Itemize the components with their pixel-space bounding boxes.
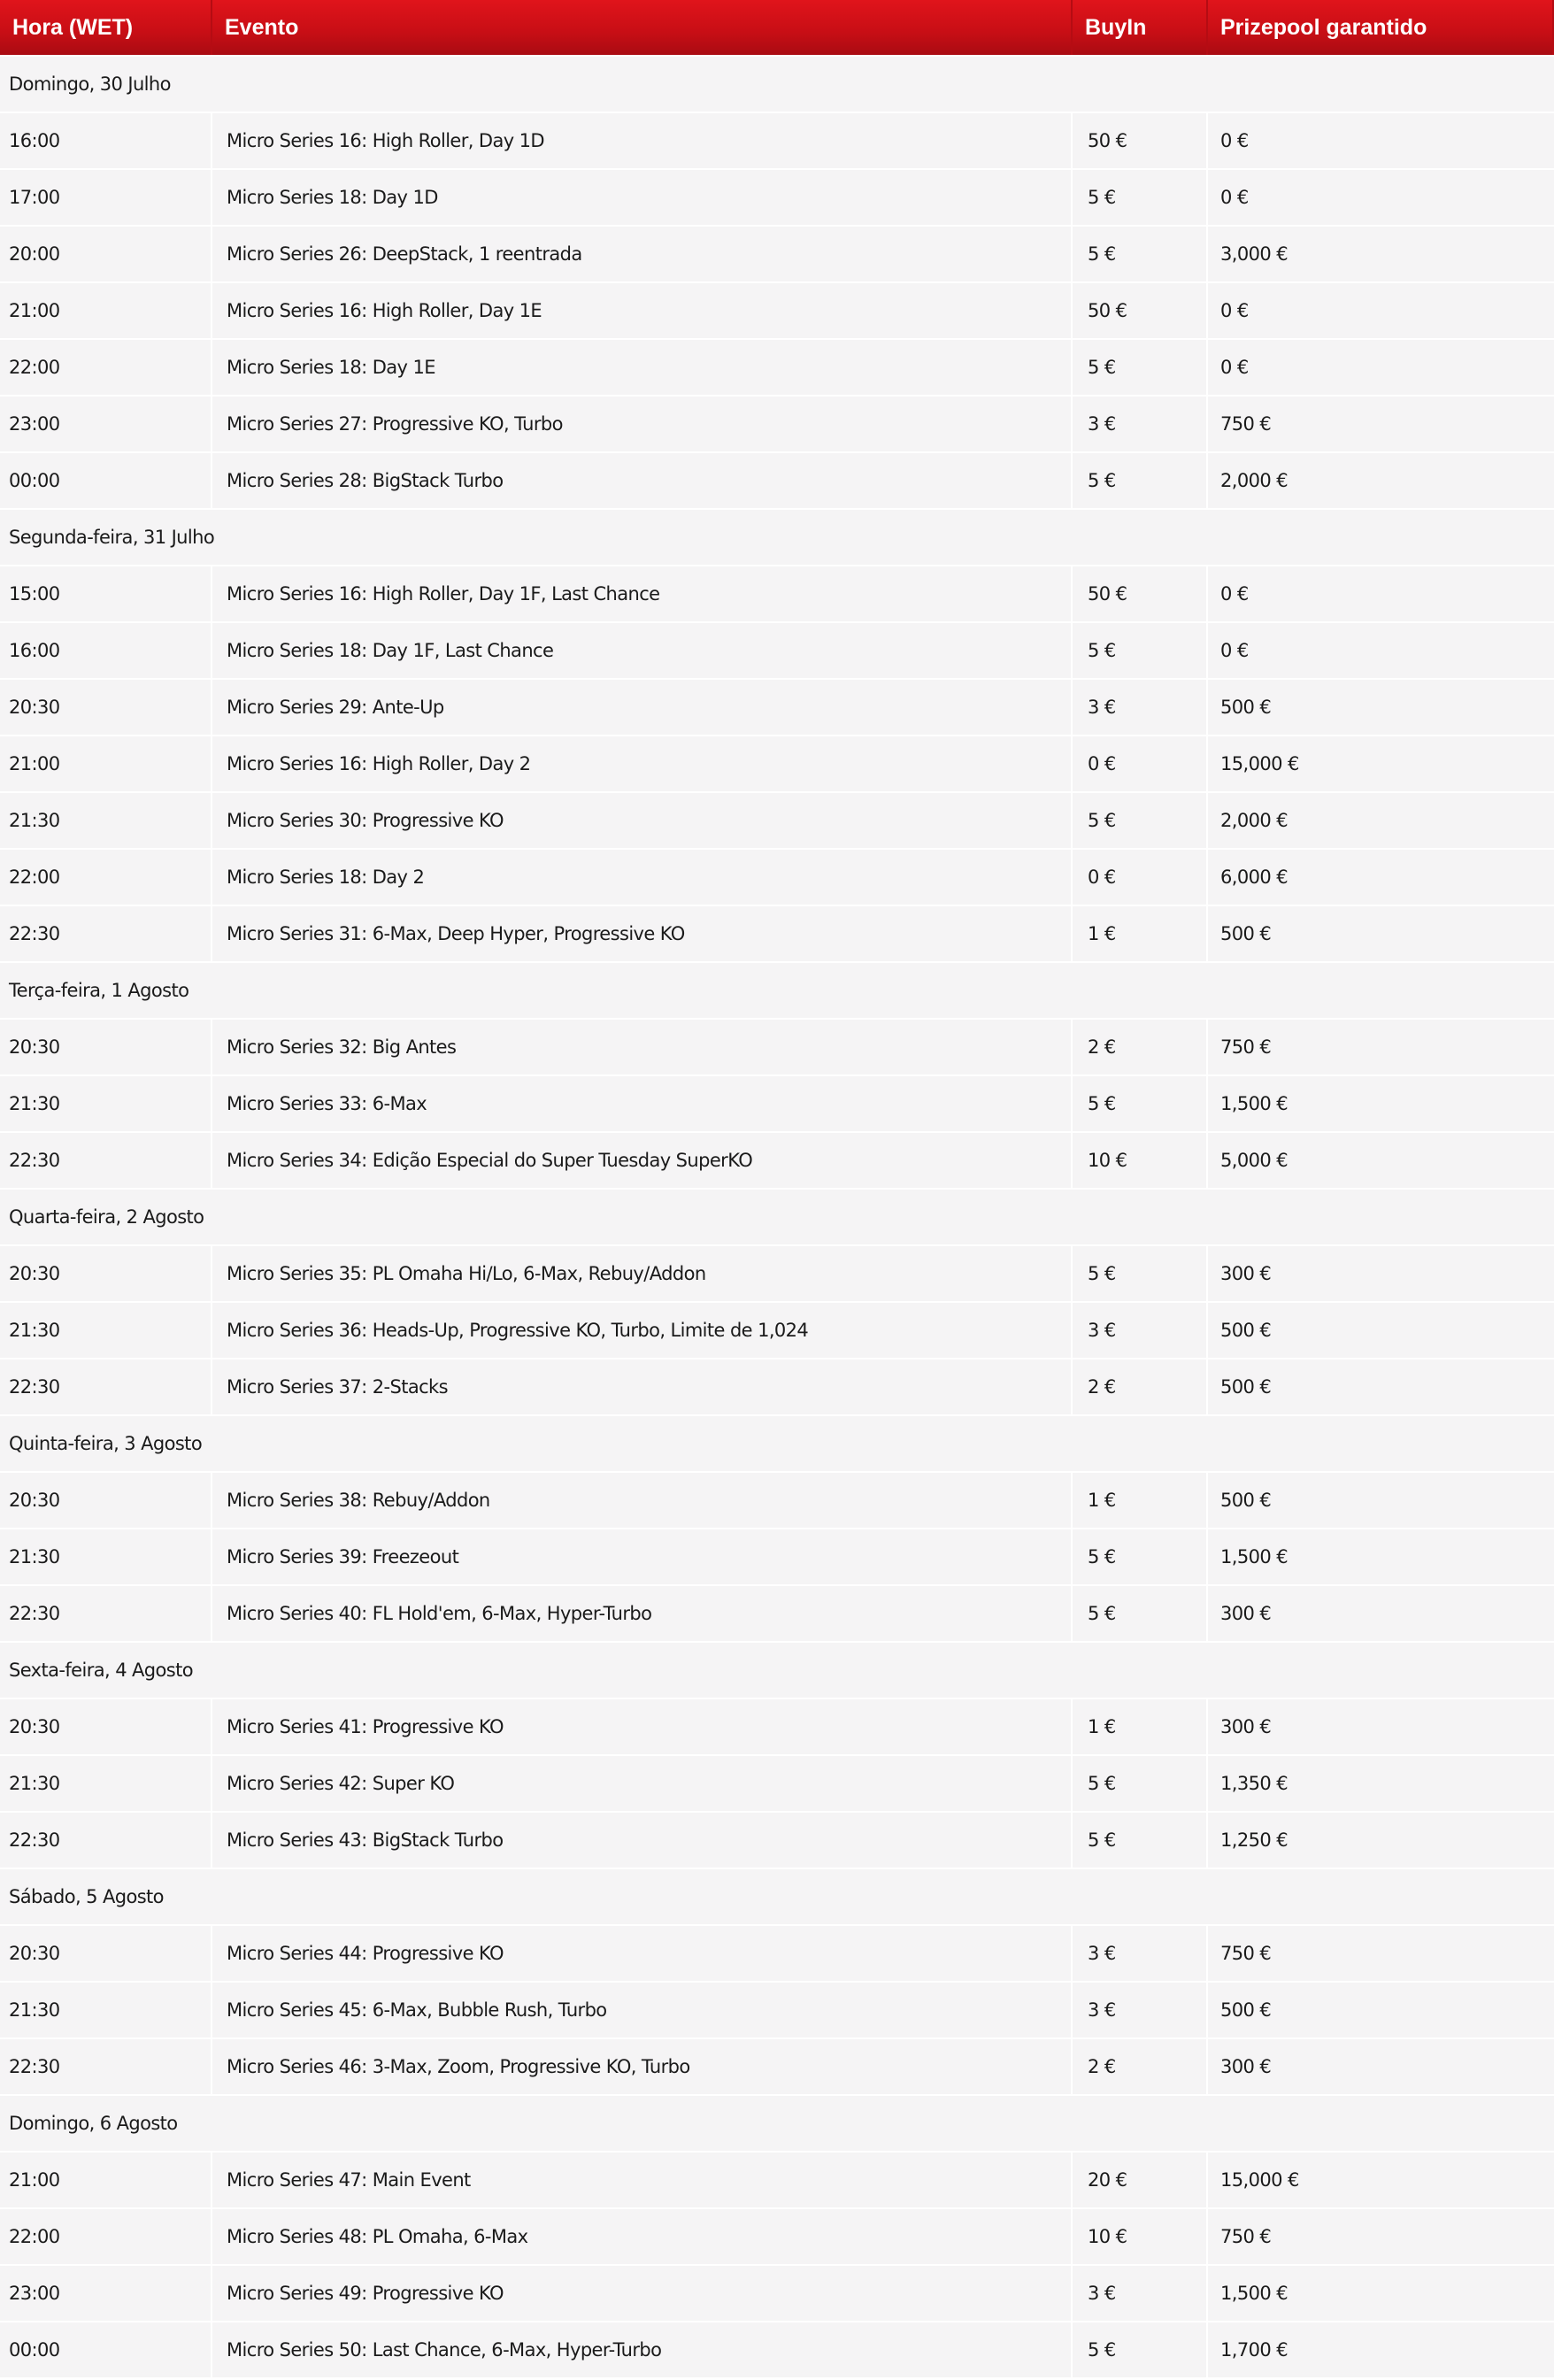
day-heading: Domingo, 30 Julho <box>0 55 1554 112</box>
event-prizepool-cell: 0 € <box>1208 621 1554 678</box>
event-buyin-cell: 1 € <box>1073 1698 1208 1754</box>
event-name-cell: Micro Series 31: 6-Max, Deep Hyper, Progressive KO <box>212 905 1073 961</box>
event-prizepool-cell: 15,000 € <box>1208 2151 1554 2207</box>
event-name-cell: Micro Series 34: Edição Especial do Super Tuesday SuperKO <box>212 1131 1073 1188</box>
event-prizepool-cell: 500 € <box>1208 1981 1554 2037</box>
event-buyin-cell: 5 € <box>1073 225 1208 281</box>
event-name-cell: Micro Series 47: Main Event <box>212 2151 1073 2207</box>
event-buyin-cell: 3 € <box>1073 1924 1208 1981</box>
event-buyin-cell: 3 € <box>1073 2264 1208 2321</box>
event-name-cell: Micro Series 28: BigStack Turbo <box>212 451 1073 508</box>
event-name-cell: Micro Series 18: Day 1D <box>212 168 1073 225</box>
event-buyin-cell: 5 € <box>1073 168 1208 225</box>
event-prizepool-cell: 15,000 € <box>1208 735 1554 791</box>
event-time-cell: 21:30 <box>0 1754 212 1811</box>
event-prizepool-cell: 1,250 € <box>1208 1811 1554 1868</box>
event-prizepool-cell: 750 € <box>1208 395 1554 451</box>
event-prizepool-cell: 500 € <box>1208 1471 1554 1528</box>
event-time-cell: 22:00 <box>0 338 212 395</box>
event-prizepool-cell: 300 € <box>1208 1244 1554 1301</box>
event-name-cell: Micro Series 26: DeepStack, 1 reentrada <box>212 225 1073 281</box>
event-prizepool-cell: 500 € <box>1208 905 1554 961</box>
event-buyin-cell: 3 € <box>1073 1301 1208 1358</box>
event-prizepool-cell: 0 € <box>1208 565 1554 621</box>
event-prizepool-cell: 2,000 € <box>1208 451 1554 508</box>
event-name-cell: Micro Series 46: 3-Max, Zoom, Progressive KO, Turbo <box>212 2037 1073 2094</box>
event-time-cell: 21:00 <box>0 281 212 338</box>
event-prizepool-cell: 3,000 € <box>1208 225 1554 281</box>
event-name-cell: Micro Series 39: Freezeout <box>212 1528 1073 1584</box>
event-buyin-cell: 50 € <box>1073 112 1208 168</box>
event-time-cell: 16:00 <box>0 112 212 168</box>
column-header-prizepool: Prizepool garantido <box>1208 0 1554 55</box>
event-prizepool-cell: 2,000 € <box>1208 791 1554 848</box>
event-buyin-cell: 5 € <box>1073 1811 1208 1868</box>
column-header-event: Evento <box>212 0 1073 55</box>
event-name-cell: Micro Series 40: FL Hold'em, 6-Max, Hyper-Turbo <box>212 1584 1073 1641</box>
event-prizepool-cell: 1,500 € <box>1208 1528 1554 1584</box>
event-time-cell: 22:00 <box>0 2207 212 2264</box>
event-name-cell: Micro Series 27: Progressive KO, Turbo <box>212 395 1073 451</box>
event-name-cell: Micro Series 37: 2-Stacks <box>212 1358 1073 1414</box>
event-prizepool-cell: 500 € <box>1208 678 1554 735</box>
event-buyin-cell: 5 € <box>1073 1244 1208 1301</box>
event-time-cell: 00:00 <box>0 2321 212 2377</box>
event-time-cell: 20:00 <box>0 225 212 281</box>
event-prizepool-cell: 1,500 € <box>1208 1074 1554 1131</box>
event-time-cell: 21:00 <box>0 735 212 791</box>
event-time-cell: 20:30 <box>0 1244 212 1301</box>
event-prizepool-cell: 300 € <box>1208 1698 1554 1754</box>
event-buyin-cell: 5 € <box>1073 1584 1208 1641</box>
event-time-cell: 22:30 <box>0 1358 212 1414</box>
event-name-cell: Micro Series 42: Super KO <box>212 1754 1073 1811</box>
event-time-cell: 23:00 <box>0 395 212 451</box>
event-buyin-cell: 2 € <box>1073 1018 1208 1074</box>
event-time-cell: 20:30 <box>0 1698 212 1754</box>
event-buyin-cell: 0 € <box>1073 848 1208 905</box>
event-time-cell: 22:30 <box>0 905 212 961</box>
event-time-cell: 21:00 <box>0 2151 212 2207</box>
event-buyin-cell: 20 € <box>1073 2151 1208 2207</box>
event-prizepool-cell: 750 € <box>1208 1018 1554 1074</box>
event-name-cell: Micro Series 18: Day 1F, Last Chance <box>212 621 1073 678</box>
event-time-cell: 23:00 <box>0 2264 212 2321</box>
event-prizepool-cell: 5,000 € <box>1208 1131 1554 1188</box>
day-heading: Quarta-feira, 2 Agosto <box>0 1188 1554 1244</box>
event-name-cell: Micro Series 45: 6-Max, Bubble Rush, Turbo <box>212 1981 1073 2037</box>
event-buyin-cell: 5 € <box>1073 2321 1208 2377</box>
event-prizepool-cell: 1,350 € <box>1208 1754 1554 1811</box>
event-buyin-cell: 5 € <box>1073 451 1208 508</box>
event-buyin-cell: 5 € <box>1073 1754 1208 1811</box>
event-prizepool-cell: 6,000 € <box>1208 848 1554 905</box>
event-buyin-cell: 2 € <box>1073 1358 1208 1414</box>
day-heading: Sexta-feira, 4 Agosto <box>0 1641 1554 1698</box>
event-name-cell: Micro Series 16: High Roller, Day 1F, Last Chance <box>212 565 1073 621</box>
event-name-cell: Micro Series 43: BigStack Turbo <box>212 1811 1073 1868</box>
column-header-buyin: BuyIn <box>1073 0 1208 55</box>
event-buyin-cell: 0 € <box>1073 735 1208 791</box>
event-time-cell: 22:00 <box>0 848 212 905</box>
event-name-cell: Micro Series 16: High Roller, Day 1E <box>212 281 1073 338</box>
event-prizepool-cell: 750 € <box>1208 1924 1554 1981</box>
event-time-cell: 21:30 <box>0 1074 212 1131</box>
event-buyin-cell: 3 € <box>1073 678 1208 735</box>
event-time-cell: 22:30 <box>0 2037 212 2094</box>
event-time-cell: 22:30 <box>0 1131 212 1188</box>
event-name-cell: Micro Series 49: Progressive KO <box>212 2264 1073 2321</box>
event-prizepool-cell: 0 € <box>1208 281 1554 338</box>
event-buyin-cell: 10 € <box>1073 1131 1208 1188</box>
event-buyin-cell: 5 € <box>1073 621 1208 678</box>
event-time-cell: 21:30 <box>0 791 212 848</box>
event-time-cell: 00:00 <box>0 451 212 508</box>
event-prizepool-cell: 1,700 € <box>1208 2321 1554 2377</box>
event-prizepool-cell: 500 € <box>1208 1301 1554 1358</box>
event-name-cell: Micro Series 16: High Roller, Day 1D <box>212 112 1073 168</box>
event-time-cell: 16:00 <box>0 621 212 678</box>
event-time-cell: 20:30 <box>0 678 212 735</box>
event-time-cell: 21:30 <box>0 1528 212 1584</box>
event-prizepool-cell: 0 € <box>1208 168 1554 225</box>
event-time-cell: 17:00 <box>0 168 212 225</box>
event-time-cell: 22:30 <box>0 1811 212 1868</box>
event-prizepool-cell: 300 € <box>1208 2037 1554 2094</box>
event-name-cell: Micro Series 50: Last Chance, 6-Max, Hyper-Turbo <box>212 2321 1073 2377</box>
event-name-cell: Micro Series 18: Day 2 <box>212 848 1073 905</box>
event-buyin-cell: 3 € <box>1073 1981 1208 2037</box>
event-time-cell: 21:30 <box>0 1981 212 2037</box>
event-name-cell: Micro Series 36: Heads-Up, Progressive KO, Turbo, Limite de 1,024 <box>212 1301 1073 1358</box>
event-name-cell: Micro Series 16: High Roller, Day 2 <box>212 735 1073 791</box>
event-name-cell: Micro Series 48: PL Omaha, 6-Max <box>212 2207 1073 2264</box>
event-time-cell: 20:30 <box>0 1471 212 1528</box>
event-prizepool-cell: 0 € <box>1208 112 1554 168</box>
event-buyin-cell: 5 € <box>1073 338 1208 395</box>
event-time-cell: 21:30 <box>0 1301 212 1358</box>
event-buyin-cell: 50 € <box>1073 565 1208 621</box>
day-heading: Sábado, 5 Agosto <box>0 1868 1554 1924</box>
event-buyin-cell: 5 € <box>1073 791 1208 848</box>
event-prizepool-cell: 300 € <box>1208 1584 1554 1641</box>
event-time-cell: 15:00 <box>0 565 212 621</box>
event-name-cell: Micro Series 30: Progressive KO <box>212 791 1073 848</box>
event-buyin-cell: 10 € <box>1073 2207 1208 2264</box>
event-name-cell: Micro Series 18: Day 1E <box>212 338 1073 395</box>
event-name-cell: Micro Series 35: PL Omaha Hi/Lo, 6-Max, Rebuy/Addon <box>212 1244 1073 1301</box>
event-name-cell: Micro Series 33: 6-Max <box>212 1074 1073 1131</box>
event-buyin-cell: 50 € <box>1073 281 1208 338</box>
event-buyin-cell: 5 € <box>1073 1074 1208 1131</box>
event-name-cell: Micro Series 29: Ante-Up <box>212 678 1073 735</box>
event-buyin-cell: 1 € <box>1073 1471 1208 1528</box>
day-heading: Domingo, 6 Agosto <box>0 2094 1554 2151</box>
event-buyin-cell: 5 € <box>1073 1528 1208 1584</box>
event-time-cell: 20:30 <box>0 1018 212 1074</box>
event-prizepool-cell: 1,500 € <box>1208 2264 1554 2321</box>
day-heading: Quinta-feira, 3 Agosto <box>0 1414 1554 1471</box>
day-heading: Terça-feira, 1 Agosto <box>0 961 1554 1018</box>
event-name-cell: Micro Series 41: Progressive KO <box>212 1698 1073 1754</box>
event-time-cell: 20:30 <box>0 1924 212 1981</box>
event-buyin-cell: 2 € <box>1073 2037 1208 2094</box>
event-time-cell: 22:30 <box>0 1584 212 1641</box>
event-buyin-cell: 3 € <box>1073 395 1208 451</box>
day-heading: Segunda-feira, 31 Julho <box>0 508 1554 565</box>
column-header-time: Hora (WET) <box>0 0 212 55</box>
event-name-cell: Micro Series 44: Progressive KO <box>212 1924 1073 1981</box>
event-name-cell: Micro Series 32: Big Antes <box>212 1018 1073 1074</box>
event-prizepool-cell: 0 € <box>1208 338 1554 395</box>
event-name-cell: Micro Series 38: Rebuy/Addon <box>212 1471 1073 1528</box>
event-prizepool-cell: 750 € <box>1208 2207 1554 2264</box>
event-buyin-cell: 1 € <box>1073 905 1208 961</box>
event-prizepool-cell: 500 € <box>1208 1358 1554 1414</box>
